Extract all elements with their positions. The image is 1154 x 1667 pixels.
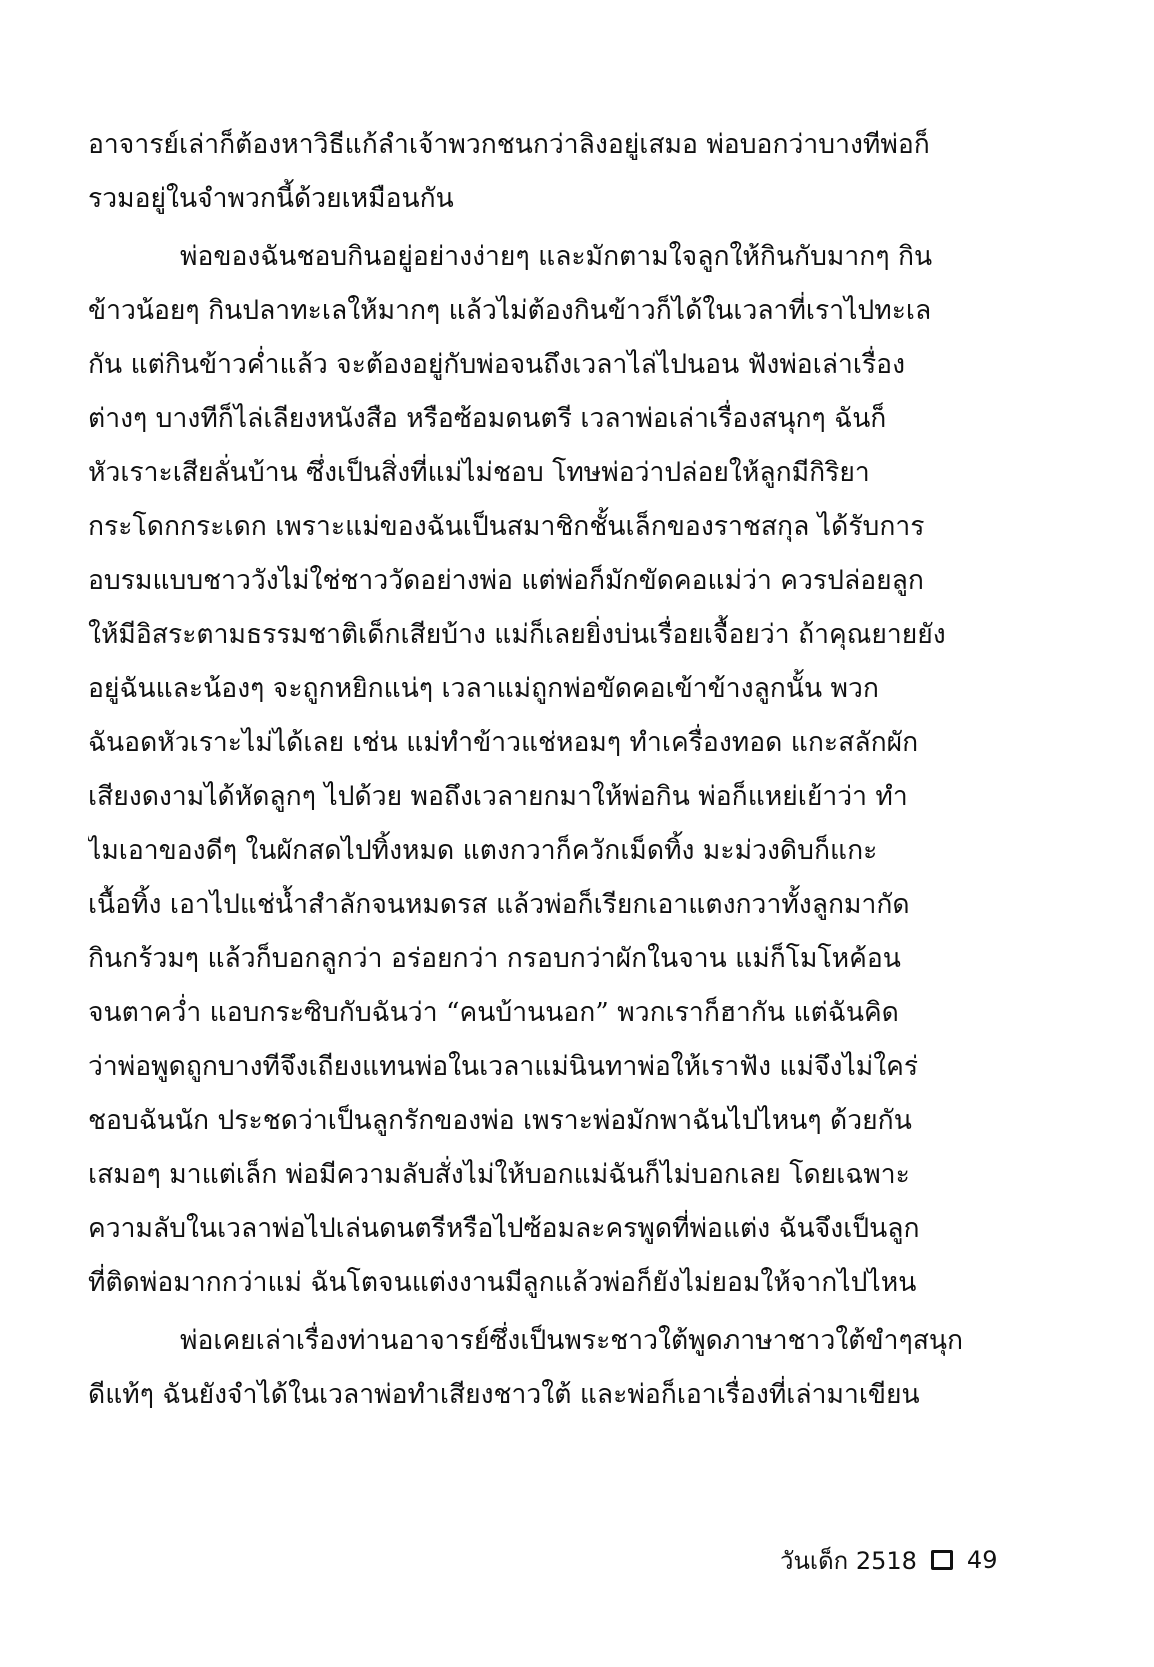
text-line: หัวเราะเสียลั่นบ้าน ซึ่งเป็นสิ่งที่แม่ไม่ชอบ โทษพ่อว่าปล่อยให้ลูกมีกิริยา (88, 457, 870, 488)
text-line: ที่ติดพ่อมากกว่าแม่ ฉันโตจนแต่งงานมีลูกแล้วพ่อก็ยังไม่ยอมให้จากไปไหน (88, 1267, 917, 1298)
text-line: ไมเอาของดีๆ ในผักสดไปทิ้งหมด แตงกวาก็ควักเม็ดทิ้ง มะม่วงดิบก็แกะ (88, 835, 878, 866)
text-line: ต่างๆ บางทีก็ไล่เลียงหนังสือ หรือซ้อมดนตรี เวลาพ่อเล่าเรื่องสนุกๆ ฉันก็ (88, 403, 887, 434)
text-line: ชอบฉันนัก ประชดว่าเป็นลูกรักของพ่อ เพราะพ่อมักพาฉันไปไหนๆ ด้วยกัน (88, 1105, 912, 1136)
text-line: จนตาคว่ำ แอบกระซิบกับฉันว่า “คนบ้านนอก” พวกเราก็ฮากัน แต่ฉันคิด (88, 997, 899, 1028)
text-line: ให้มีอิสระตามธรรมชาติเด็กเสียบ้าง แม่ก็เลยยิ่งบ่นเรื่อยเจื้อยว่า ถ้าคุณยายยัง (88, 619, 946, 650)
paragraph-first-line: พ่อของฉันชอบกินอยู่อย่างง่ายๆ และมักตามใจลูกให้กินกับมากๆ กิน (180, 241, 933, 272)
book-title: วันเด็ก 2518 (780, 1546, 917, 1575)
text-line: ดีแท้ๆ ฉันยังจำได้ในเวลาพ่อทำเสียงชาวใต้ และพ่อก็เอาเรื่องที่เล่ามาเขียน (88, 1379, 920, 1410)
text-line: รวมอยู่ในจำพวกนี้ด้วยเหมือนกัน (88, 183, 454, 214)
text-line: กัน แต่กินข้าวค่ำแล้ว จะต้องอยู่กับพ่อจนถึงเวลาไล่ไปนอน ฟังพ่อเล่าเรื่อง (88, 349, 906, 380)
page-footer (780, 1540, 997, 1580)
square-box-icon (931, 1550, 953, 1570)
paragraph-first-line: พ่อเคยเล่าเรื่องท่านอาจารย์ซึ่งเป็นพระชาวใต้พูดภาษาชาวใต้ขำๆสนุก (180, 1325, 964, 1356)
text-line: กระโดกกระเดก เพราะแม่ของฉันเป็นสมาชิกชั้นเล็กของราชสกุล ได้รับการ (88, 511, 925, 542)
text-line: เนื้อทิ้ง เอาไปแช่น้ำสำลักจนหมดรส แล้วพ่อก็เรียกเอาแตงกวาทั้งลูกมากัด (88, 889, 910, 920)
text-line: อาจารย์เล่าก็ต้องหาวิธีแก้ลำเจ้าพวกชนกว่าลิงอยู่เสมอ พ่อบอกว่าบางทีพ่อก็ (88, 129, 930, 160)
text-line: ข้าวน้อยๆ กินปลาทะเลให้มากๆ แล้วไม่ต้องกินข้าวก็ได้ในเวลาที่เราไปทะเล (88, 295, 932, 326)
document-page (88, 118, 1073, 1538)
text-line: เสียงดงามได้หัดลูกๆ ไปด้วย พอถึงเวลายกมาให้พ่อกิน พ่อก็แหย่เย้าว่า ทำ (88, 781, 908, 812)
text-line: อยู่ฉันและน้องๆ จะถูกหยิกแน่ๆ เวลาแม่ถูกพ่อขัดคอเข้าข้างลูกนั้น พวก (88, 673, 879, 704)
text-line: ฉันอดหัวเราะไม่ได้เลย เช่น แม่ทำข้าวแช่หอมๆ ทำเครื่องทอด แกะสลักผัก (88, 727, 919, 758)
text-line: ว่าพ่อพูดถูกบางทีจึงเถียงแทนพ่อในเวลาแม่นินทาพ่อให้เราฟัง แม่จึงไม่ใคร่ (88, 1051, 919, 1082)
page-number: 49 (966, 1546, 998, 1574)
text-line: กินกร้วมๆ แล้วก็บอกลูกว่า อร่อยกว่า กรอบกว่าผักในจาน แม่ก็โมโหค้อน (88, 943, 901, 974)
text-line: ความลับในเวลาพ่อไปเล่นดนตรีหรือไปซ้อมละครพูดที่พ่อแต่ง ฉันจึงเป็นลูก (88, 1213, 920, 1244)
text-line: อบรมแบบชาววังไม่ใช่ชาววัดอย่างพ่อ แต่พ่อก็มักขัดคอแม่ว่า ควรปล่อยลูก (88, 565, 924, 596)
text-line: เสมอๆ มาแต่เล็ก พ่อมีความลับสั่งไม่ให้บอกแม่ฉันก็ไม่บอกเลย โดยเฉพาะ (88, 1159, 910, 1190)
